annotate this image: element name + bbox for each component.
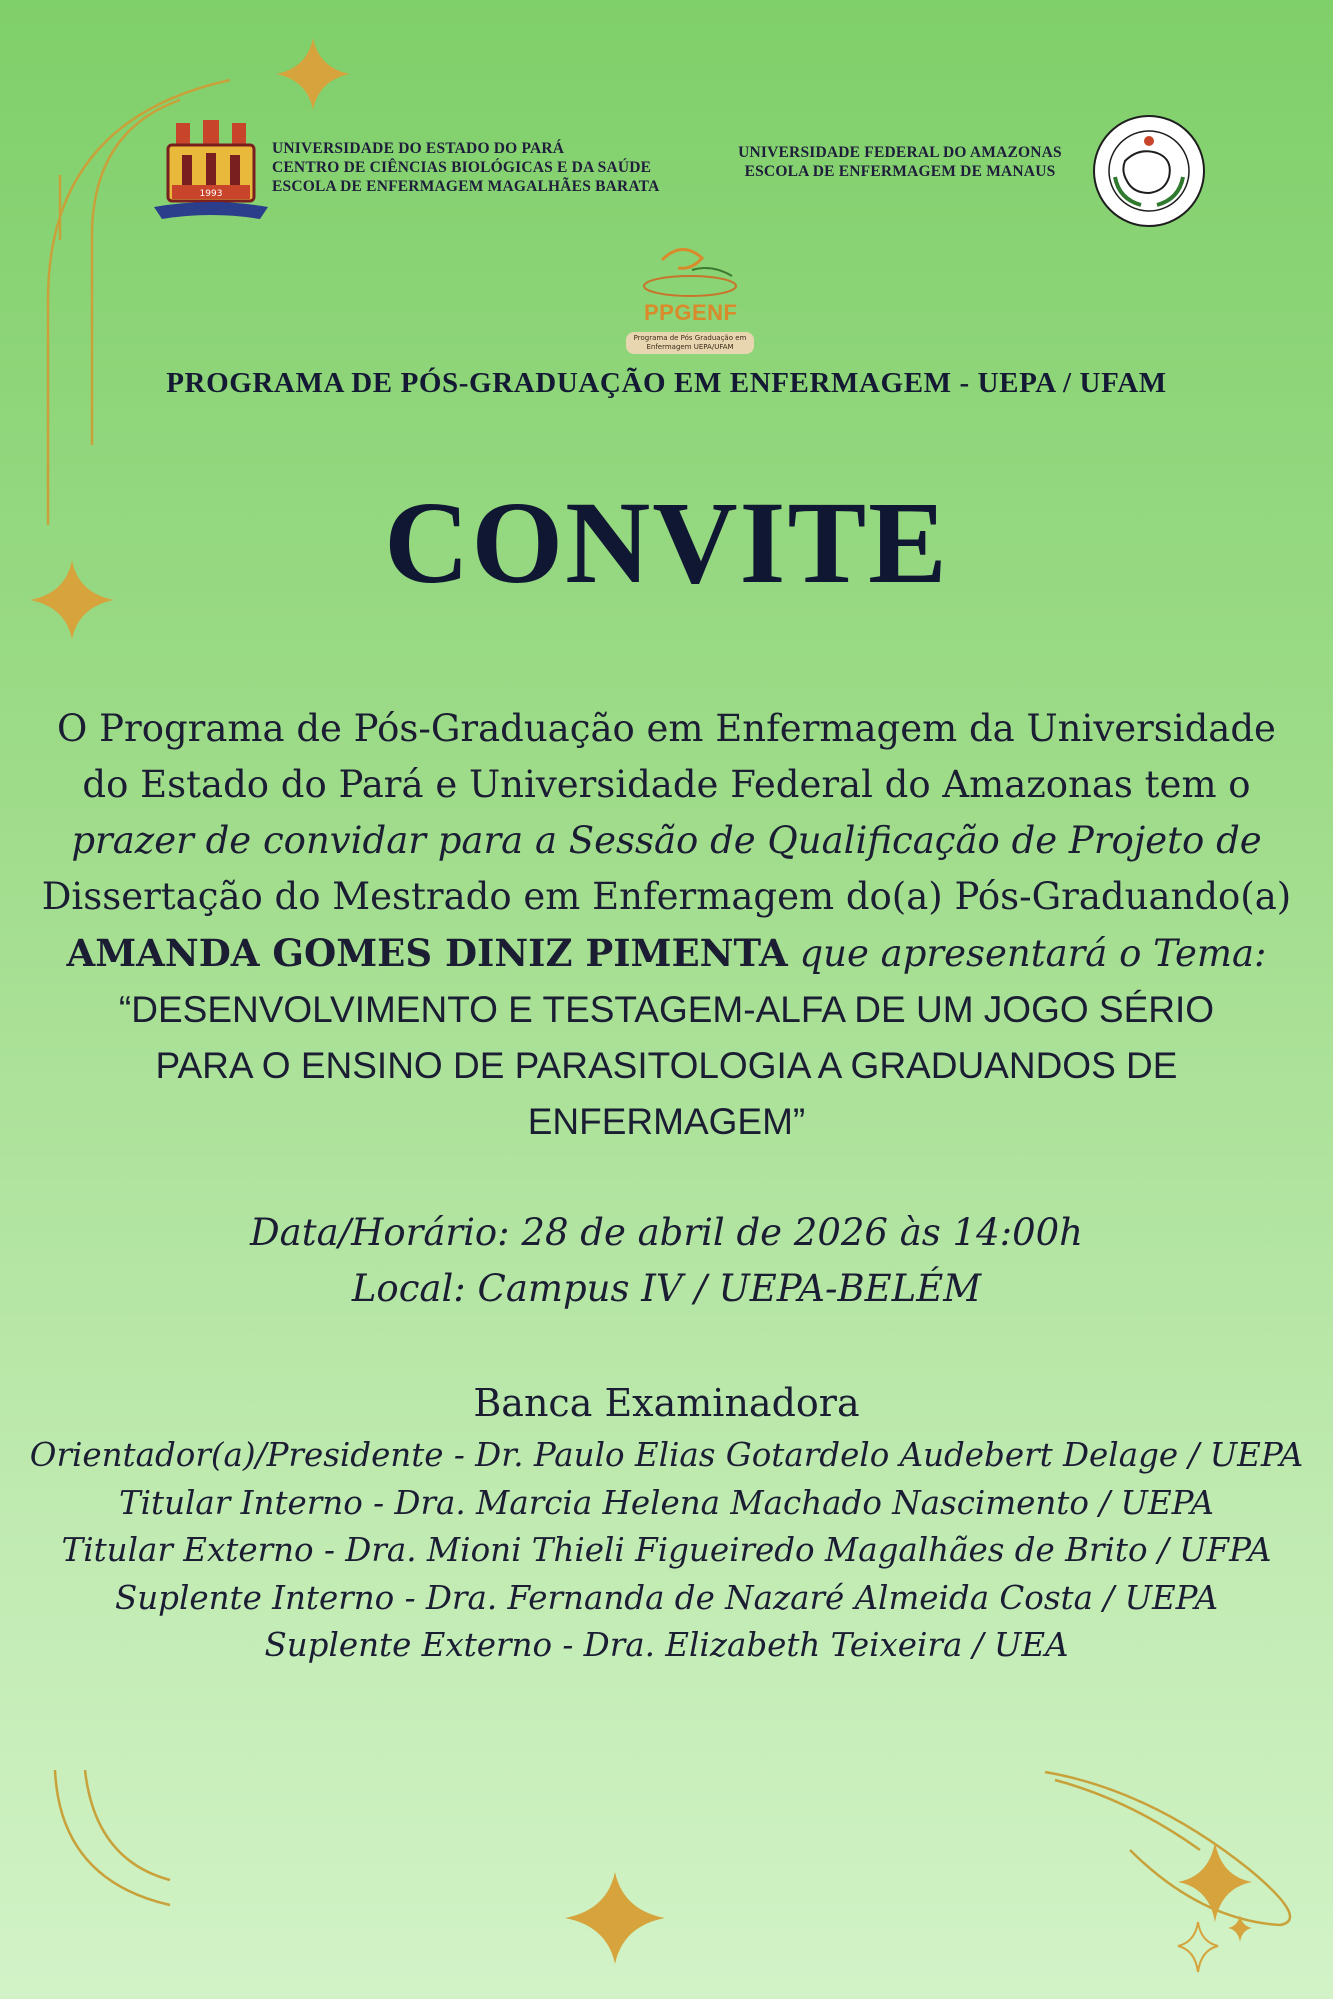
theme-line: “DESENVOLVIMENTO E TESTAGEM-ALFA DE UM JOGO SÉRIO — [118, 989, 1215, 1030]
sparkle-star-icon — [1228, 1915, 1252, 1942]
banca-member: Titular Externo - Dra. Mioni Thieli Figueiredo Magalhães de Brito / UFPA — [61, 1531, 1272, 1569]
student-name: AMANDA GOMES DINIZ PIMENTA — [66, 931, 788, 975]
banca-list — [0, 1432, 1333, 1670]
bottom-left-ornament — [55, 1770, 170, 1905]
invitation-line: Dissertação do Mestrado em Enfermagem do(a) Pós-Graduando(a) — [41, 875, 1292, 918]
ppgenf-wordmark: PPGENF — [644, 300, 738, 325]
invitation-line: prazer de convidar para a Sessão de Qualificação de Projeto de — [71, 819, 1262, 862]
location-text: Local: Campus IV / UEPA-BELÉM — [351, 1267, 982, 1310]
uepa-line: UNIVERSIDADE DO ESTADO DO PARÁ — [272, 140, 565, 157]
sparkle-star-icon — [276, 38, 350, 110]
ufam-header-text — [720, 143, 1080, 181]
ppgenf-caption-line: Enfermagem UEPA/UFAM — [646, 343, 734, 351]
invitation-line: O Programa de Pós-Graduação em Enfermagem da Universidade — [57, 707, 1276, 750]
invitation-line: do Estado do Pará e Universidade Federal do Amazonas tem o — [82, 763, 1251, 806]
ufam-seal — [1091, 113, 1207, 229]
uepa-header-text — [272, 139, 702, 196]
uepa-logo-year: 1993 — [199, 189, 223, 199]
ppgenf-caption-line: Programa de Pós Graduação em — [633, 334, 747, 342]
banca-member: Titular Interno - Dra. Marcia Helena Machado Nascimento / UEPA — [118, 1483, 1215, 1522]
ufam-line: ESCOLA DE ENFERMAGEM DE MANAUS — [744, 163, 1056, 180]
page-title: CONVITE — [384, 477, 949, 608]
banca-member: Suplente Externo - Dra. Elizabeth Teixeira / UEA — [264, 1626, 1069, 1664]
banca-member: Suplente Interno - Dra. Fernanda de Nazaré Almeida Costa / UEPA — [114, 1578, 1219, 1617]
theme-intro: que apresentará o Tema: — [787, 932, 1267, 975]
uepa-logo — [150, 115, 272, 227]
theme-line: ENFERMAGEM” — [527, 1101, 806, 1142]
program-title: PROGRAMA DE PÓS-GRADUAÇÃO EM ENFERMAGEM - UEPA / UFAM — [166, 367, 1167, 399]
sparkle-star-icon — [1178, 1922, 1218, 1972]
gold-ring-icon — [1045, 1772, 1290, 1925]
schedule-block — [0, 1205, 1333, 1317]
uepa-line: CENTRO DE CIÊNCIAS BIOLÓGICAS E DA SAÚDE — [272, 159, 652, 176]
banca-member: Orientador(a)/Presidente - Dr. Paulo Elias Gotardelo Audebert Delage / UEPA — [29, 1436, 1304, 1474]
ppgenf-caption — [626, 332, 754, 354]
ufam-line: UNIVERSIDADE FEDERAL DO AMAZONAS — [738, 144, 1062, 161]
ppgenf-logo — [622, 240, 758, 360]
sparkle-star-icon — [1178, 1842, 1252, 1922]
sparkle-star-icon — [565, 1872, 665, 1964]
banca-title: Banca Examinadora — [473, 1381, 860, 1425]
theme-line: PARA O ENSINO DE PARASITOLOGIA A GRADUANDOS DE — [155, 1045, 1178, 1086]
uepa-line: ESCOLA DE ENFERMAGEM MAGALHÃES BARATA — [272, 178, 660, 195]
datetime-text: Data/Horário: 28 de abril de 2026 às 14:00h — [249, 1211, 1083, 1254]
invitation-text — [0, 701, 1333, 1150]
invitation-line-with-name — [0, 925, 1333, 982]
